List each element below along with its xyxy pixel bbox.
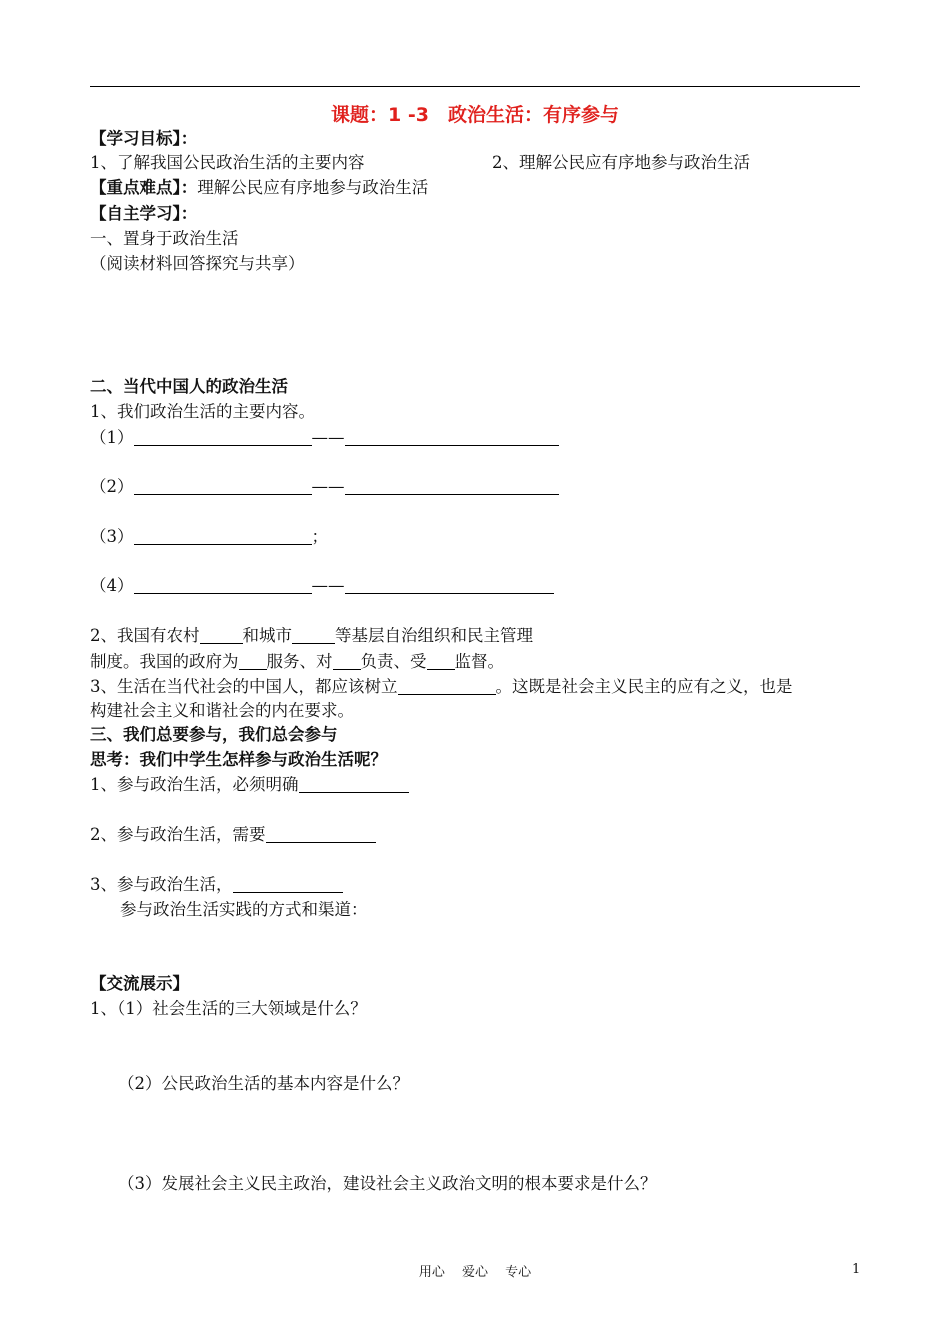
text: 3、生活在当代社会的中国人，都应该树立 <box>90 677 398 696</box>
page-title: 课题：1 -3 政治生活：有序参与 <box>331 104 619 126</box>
blank[interactable] <box>333 652 361 670</box>
text: 服务、对 <box>266 652 333 671</box>
page-number: 1 <box>852 1262 861 1277</box>
text: 3、参与政治生活， <box>90 875 233 894</box>
participation-3-note: 参与政治生活实践的方式和渠道： <box>120 900 368 919</box>
section2-heading: 二、当代中国人的政治生活 <box>90 377 288 396</box>
participation-3 <box>90 874 343 896</box>
blank[interactable] <box>266 825 376 843</box>
content-item-3 <box>90 526 328 548</box>
exchange-label: 【交流展示】 <box>90 974 189 993</box>
blank[interactable] <box>345 576 554 594</box>
think-prompt: 思考：我们中学生怎样参与政治生活呢？ <box>90 750 387 769</box>
question-3-line2: 构建社会主义和谐社会的内在要求。 <box>90 701 354 720</box>
participation-2 <box>90 824 376 846</box>
content-item-2 <box>90 476 559 498</box>
exchange-question-3: （3）发展社会主义民主政治，建设社会主义政治文明的根本要求是什么？ <box>118 1174 657 1193</box>
blank[interactable] <box>134 477 312 495</box>
text: 2、参与政治生活，需要 <box>90 825 266 844</box>
section1-heading: 一、置身于政治生活 <box>90 229 239 248</box>
blank[interactable] <box>292 626 335 644</box>
exchange-question-2: （2）公民政治生活的基本内容是什么？ <box>118 1074 409 1093</box>
objectives-label: 【学习目标】： <box>90 129 198 148</box>
blank[interactable] <box>134 576 312 594</box>
participation-1 <box>90 774 409 796</box>
semicolon: ； <box>311 527 328 546</box>
text: 负责、受 <box>360 652 427 671</box>
dash: —— <box>311 428 345 447</box>
blank[interactable] <box>134 527 312 545</box>
keypoints-text: 理解公民应有序地参与政治生活 <box>197 178 429 197</box>
item-number: （1） <box>90 428 134 447</box>
text: 制度。我国的政府为 <box>90 652 239 671</box>
section3-heading: 三、我们总要参与，我们总会参与 <box>90 725 338 744</box>
keypoints-line <box>90 177 428 199</box>
text: 1、参与政治生活，必须明确 <box>90 775 299 794</box>
blank[interactable] <box>427 652 455 670</box>
content-item-1 <box>90 427 559 449</box>
question-2-line1 <box>90 625 533 647</box>
blank[interactable] <box>398 677 496 695</box>
question-3-line1 <box>90 676 793 698</box>
item-number: （3） <box>90 527 134 546</box>
objective-1: 1、了解我国公民政治生活的主要内容 <box>90 153 365 172</box>
keypoints-label: 【重点难点】： <box>90 178 198 197</box>
item-number: （2） <box>90 477 134 496</box>
blank[interactable] <box>239 652 267 670</box>
exchange-question-1: 1、（1）社会生活的三大领域是什么？ <box>90 999 367 1018</box>
text: 监督。 <box>454 652 504 671</box>
header-rule <box>90 86 860 87</box>
item-number: （4） <box>90 576 134 595</box>
selfstudy-label: 【自主学习】： <box>90 204 198 223</box>
dash: —— <box>311 576 345 595</box>
blank[interactable] <box>345 428 559 446</box>
content-item-4 <box>90 575 554 597</box>
objective-2: 2、理解公民应有序地参与政治生活 <box>492 153 750 172</box>
section1-note: （阅读材料回答探究与共享） <box>90 254 305 273</box>
text: 。这既是社会主义民主的应有之义，也是 <box>495 677 793 696</box>
blank[interactable] <box>299 775 409 793</box>
text: 和城市 <box>242 626 292 645</box>
blank[interactable] <box>134 428 312 446</box>
blank[interactable] <box>345 477 559 495</box>
section2-question1: 1、我们政治生活的主要内容。 <box>90 402 315 421</box>
text: 等基层自治组织和民主管理 <box>335 626 533 645</box>
question-2-line2 <box>90 651 504 673</box>
footer: 用心 爱心 专心 <box>418 1265 532 1280</box>
blank[interactable] <box>233 875 343 893</box>
text: 2、我国有农村 <box>90 626 200 645</box>
dash: —— <box>311 477 345 496</box>
blank[interactable] <box>200 626 243 644</box>
